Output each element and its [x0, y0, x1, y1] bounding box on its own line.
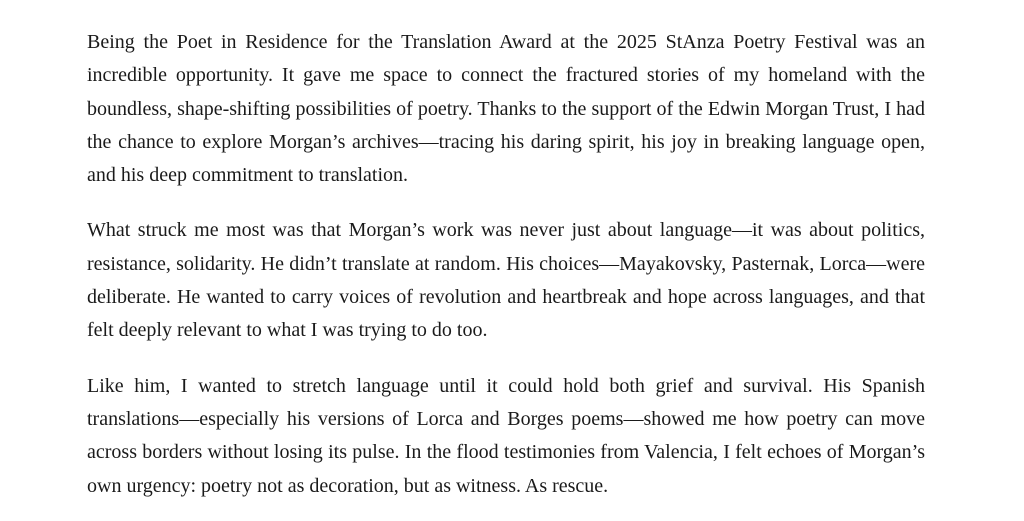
paragraph-morgan-politics: What struck me most was that Morgan’s work was never just about language—it was about politics, resistance, solidarity. He didn’t translate at random. His choices—Mayakovsky, Pasternak, Lorca—were deliberate. He wanted to carry voices of revolution and heartbreak and hope across languages, and that felt deeply relevant to what I was trying to do too. [87, 219, 925, 342]
paragraph-poet-in-residence: Being the Poet in Residence for the Translation Award at the 2025 StAnza Poetry Festival was an incredible opportunity. It gave me space to connect the fractured stories of my homeland with the boundless, shape-shifting possibilities of poetry. Thanks to the support of the Edwin Morgan Trust, I had the chance to explore Morgan’s archives—tracing his daring spirit, his joy in breaking language open, and his deep commitment to translation. [87, 31, 925, 187]
article-body [87, 26, 925, 503]
paragraph-grief-and-survival: Like him, I wanted to stretch language until it could hold both grief and survival. His Spanish translations—especially his versions of Lorca and Borges poems—showed me how poetry can move across borders without losing its pulse. In the flood testimonies from Valencia, I felt echoes of Morgan’s own urgency: poetry not as decoration, but as witness. As rescue. [87, 374, 925, 497]
